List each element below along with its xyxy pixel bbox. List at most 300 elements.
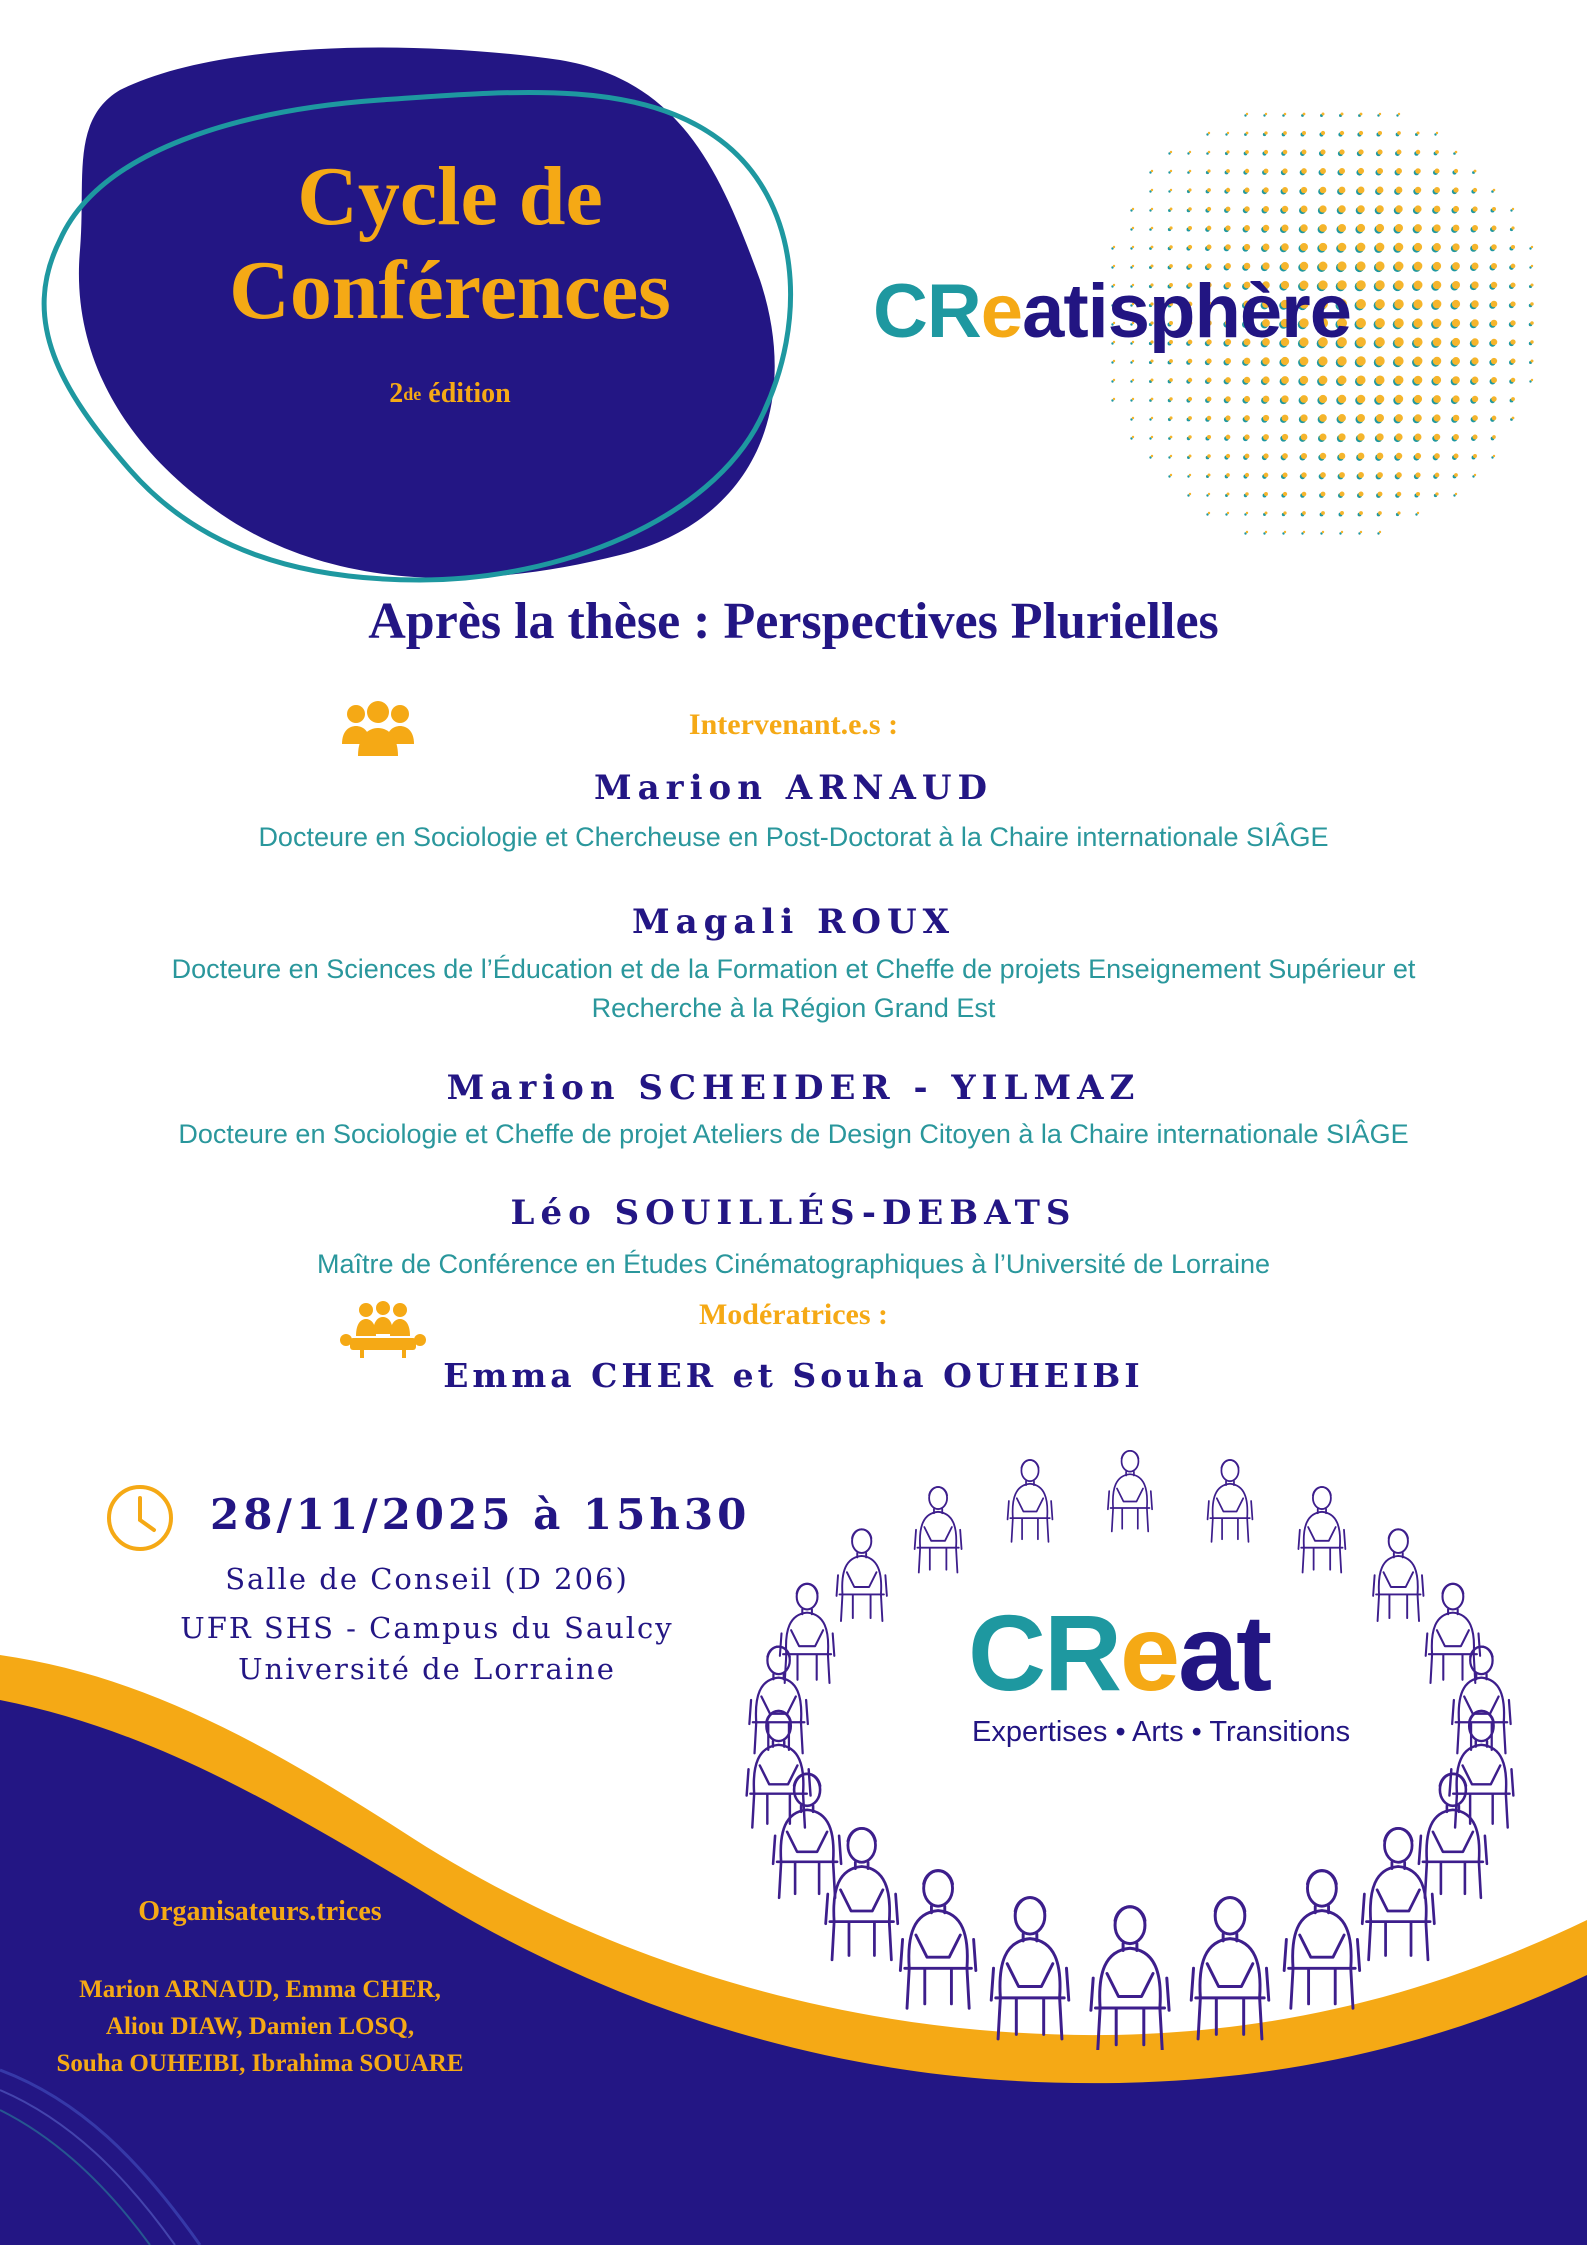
sphere-dot — [1356, 280, 1366, 290]
venue-line: Salle de Conseil (D 206) — [225, 1562, 629, 1596]
sphere-dot — [1356, 375, 1365, 384]
sphere-dot — [1531, 360, 1534, 363]
sphere-dot — [1491, 282, 1497, 288]
sphere-dot — [1474, 474, 1476, 476]
sphere-dot — [1301, 453, 1307, 459]
sphere-dot — [1375, 261, 1384, 270]
sphere-dot — [1207, 169, 1210, 172]
sphere-dot — [1396, 472, 1402, 478]
speaker-role: Docteure en Sociologie et Cheffe de projet Ateliers de Design Citoyen à la Chaire internationale SIÂGE — [178, 1119, 1409, 1149]
sphere-dot — [1300, 357, 1309, 366]
venue-line: Université de Lorraine — [238, 1652, 616, 1686]
sphere-dot — [1132, 227, 1134, 229]
sphere-dot — [1170, 474, 1172, 476]
sphere-dot — [1394, 337, 1403, 346]
sphere-dot — [1300, 414, 1307, 421]
sphere-dot — [1170, 151, 1172, 153]
sphere-dot — [1263, 434, 1269, 440]
sphere-dot — [1226, 435, 1231, 440]
speaker-role: Docteure en Sciences de l’Éducation et de la Formation et Cheffe de projets Enseignement Supérieur et — [171, 954, 1416, 984]
sphere-dot — [1471, 262, 1478, 269]
sphere-dot — [1414, 376, 1423, 385]
sphere-dot — [1281, 224, 1288, 231]
sphere-dot — [1338, 414, 1346, 422]
sphere-dot — [1510, 358, 1515, 363]
sphere-dot — [1395, 433, 1402, 440]
sphere-dot — [1375, 337, 1385, 347]
sphere-dot — [1436, 132, 1438, 134]
sphere-dot — [1132, 208, 1134, 210]
seated-person — [1091, 1907, 1169, 2050]
sphere-dot — [1263, 244, 1270, 251]
speaker-name: Magali ROUX — [631, 902, 956, 942]
sphere-dot — [1244, 225, 1250, 231]
sphere-dot — [1207, 397, 1212, 402]
sphere-dot — [1227, 512, 1229, 514]
sphere-dot — [1356, 261, 1365, 270]
sphere-dot — [1340, 511, 1344, 515]
creat-logo-part-3: at — [1178, 1592, 1271, 1713]
sphere-dot — [1226, 188, 1230, 192]
sphere-dot — [1245, 473, 1249, 477]
sphere-dot — [1434, 168, 1439, 173]
sphere-dot — [1320, 149, 1325, 154]
sphere-dot — [1531, 265, 1533, 267]
speaker-name: Marion SCHEIDER - YILMAZ — [446, 1068, 1141, 1108]
sphere-dot — [1433, 395, 1441, 403]
sphere-dot — [1188, 226, 1192, 230]
sphere-dot — [1357, 205, 1365, 213]
sphere-dot — [1113, 265, 1115, 267]
sphere-dot — [1530, 283, 1533, 286]
sphere-dot — [1283, 511, 1286, 514]
seated-person — [1298, 1487, 1345, 1573]
sphere-dot — [1132, 398, 1134, 400]
sphere-dot — [1358, 168, 1364, 174]
sphere-dot — [1433, 338, 1442, 347]
sphere-dot — [1491, 396, 1496, 401]
sphere-dot — [1225, 377, 1231, 383]
sphere-dot — [1226, 473, 1230, 477]
sphere-dot — [1225, 244, 1231, 250]
sphere-dot — [1375, 375, 1384, 384]
logo-part-1: CR — [873, 269, 981, 354]
sphere-dot — [1282, 415, 1289, 422]
sphere-dot — [1531, 379, 1533, 381]
sphere-dot — [1263, 396, 1270, 403]
sphere-dot — [1357, 433, 1364, 440]
sphere-dot — [1491, 263, 1497, 269]
sphere-dot — [1340, 131, 1344, 135]
sphere-dot — [1358, 187, 1365, 194]
sphere-dot — [1414, 205, 1421, 212]
sphere-dot — [1377, 472, 1383, 478]
sphere-dot — [1246, 531, 1248, 533]
sphere-dot — [1319, 376, 1328, 385]
venue-line: UFR SHS - Campus du Saulcy — [180, 1611, 674, 1645]
sphere-dot — [1170, 189, 1172, 191]
creat-tagline: Expertises • Arts • Transitions — [972, 1716, 1351, 1748]
sphere-dot — [1340, 492, 1345, 497]
sphere-dot — [1453, 206, 1459, 212]
sphere-dot — [1321, 511, 1325, 515]
sphere-dot — [1471, 357, 1478, 364]
sphere-dot — [1453, 434, 1459, 440]
sphere-dot — [1452, 395, 1459, 402]
sphere-dot — [1170, 436, 1173, 439]
sphere-dot — [1510, 339, 1515, 344]
sphere-dot — [1339, 168, 1345, 174]
sphere-dot — [1452, 281, 1460, 289]
sphere-dot — [1398, 113, 1400, 115]
sphere-dot — [1492, 226, 1497, 231]
sphere-dot — [1189, 170, 1192, 173]
speaker-name: Marion ARNAUD — [594, 768, 993, 808]
sphere-dot — [1435, 150, 1439, 154]
sphere-dot — [1413, 299, 1422, 308]
sphere-dot — [1471, 300, 1478, 307]
logo-part-3: atisphère — [1022, 269, 1351, 354]
sphere-dot — [1530, 340, 1533, 343]
sphere-dot — [1264, 150, 1268, 154]
sphere-dot — [1169, 378, 1173, 382]
sphere-dot — [1433, 224, 1440, 231]
sphere-dot — [1207, 207, 1211, 211]
sphere-dot — [1301, 472, 1306, 477]
sphere-dot — [1339, 149, 1344, 154]
sphere-dot — [1359, 511, 1363, 515]
sphere-dot — [1414, 395, 1422, 403]
sphere-dot — [1359, 131, 1363, 135]
sphere-dot — [1303, 113, 1306, 116]
sphere-dot — [1417, 512, 1419, 514]
sphere-dot — [1244, 415, 1250, 421]
sphere-dot — [1376, 433, 1383, 440]
sphere-dot — [1300, 395, 1308, 403]
sphere-dot — [1396, 168, 1402, 174]
sphere-dot — [1264, 131, 1267, 134]
sphere-dot — [1472, 415, 1478, 421]
sphere-dot — [1301, 434, 1308, 441]
sphere-dot — [1337, 356, 1346, 365]
sphere-dot — [1375, 299, 1385, 309]
sphere-dot — [1151, 455, 1153, 457]
sphere-dot — [1395, 243, 1404, 252]
sphere-dot — [1282, 187, 1288, 193]
sphere-dot — [1415, 168, 1421, 174]
sphere-dot — [1245, 454, 1250, 459]
sphere-dot — [1472, 206, 1477, 211]
sphere-dot — [1433, 414, 1440, 421]
sphere-dot — [1244, 434, 1249, 439]
sphere-dot — [1397, 511, 1400, 514]
sphere-dot — [1338, 376, 1347, 385]
sphere-dot — [1319, 224, 1327, 232]
sphere-dot — [1376, 243, 1385, 252]
sphere-dot — [1244, 358, 1251, 365]
sphere-dot — [1283, 131, 1287, 135]
sphere-dot — [1471, 338, 1478, 345]
logo-part-2: e — [980, 269, 1023, 354]
sphere-dot — [1244, 244, 1250, 250]
seated-person — [749, 1647, 807, 1754]
sphere-dot — [1376, 205, 1384, 213]
sphere-dot — [1396, 453, 1402, 459]
sphere-dot — [1511, 397, 1515, 401]
seated-person — [1373, 1529, 1423, 1621]
sphere-dot — [1263, 225, 1269, 231]
sphere-dot — [1113, 360, 1115, 362]
sphere-dot — [1132, 360, 1134, 362]
sphere-dot — [1227, 132, 1229, 134]
sphere-dot — [1360, 113, 1363, 116]
sphere-dot — [1433, 281, 1442, 290]
sphere-dot — [1397, 131, 1401, 135]
sphere-dot — [1357, 395, 1366, 404]
seated-person — [1108, 1451, 1152, 1532]
sphere-dot — [1415, 472, 1420, 477]
sphere-dot — [1282, 168, 1287, 173]
sphere-dot — [1376, 224, 1384, 232]
sphere-dot — [1151, 208, 1153, 210]
sphere-dot — [1472, 396, 1478, 402]
sphere-dot — [1262, 357, 1269, 364]
sphere-dot — [1188, 435, 1191, 438]
sphere-dot — [1452, 262, 1460, 270]
sphere-dot — [1472, 377, 1479, 384]
sphere-dot — [1284, 113, 1287, 116]
seated-person — [900, 1871, 975, 2009]
sphere-dot — [1226, 169, 1230, 173]
sphere-dot — [1338, 224, 1346, 232]
sphere-dot — [1321, 131, 1325, 135]
sphere-dot — [1301, 187, 1307, 193]
sphere-dot — [1454, 454, 1459, 459]
seated-person — [1008, 1460, 1053, 1542]
moderators-label: Modératrices : — [698, 1298, 889, 1331]
speaker-role: Recherche à la Région Grand Est — [591, 993, 996, 1023]
sphere-dot — [1244, 206, 1249, 211]
sphere-dot — [1454, 473, 1458, 477]
sphere-dot — [1433, 243, 1441, 251]
sphere-dot — [1132, 246, 1134, 248]
sphere-dot — [1188, 416, 1192, 420]
edition-word: édition — [428, 378, 511, 409]
sphere-dot — [1434, 453, 1440, 459]
sphere-dot — [1416, 150, 1421, 155]
sphere-dot — [1433, 262, 1441, 270]
sphere-dot — [1357, 243, 1366, 252]
sphere-dot — [1320, 453, 1326, 459]
sphere-dot — [1226, 207, 1231, 212]
creat-logo — [968, 1590, 1270, 1715]
sphere-dot — [1320, 187, 1327, 194]
sphere-dot — [1452, 300, 1460, 308]
sphere-dot — [1435, 473, 1440, 478]
sphere-dot — [1530, 321, 1534, 325]
sphere-dot — [1397, 492, 1402, 497]
sphere-dot — [1226, 454, 1230, 458]
sphere-dot — [1414, 414, 1422, 422]
sphere-dot — [1433, 357, 1441, 365]
sphere-dot — [1473, 454, 1477, 458]
sphere-dot — [1375, 318, 1385, 328]
sphere-dot — [1263, 187, 1268, 192]
sphere-dot — [1377, 187, 1384, 194]
speaker-role: Docteure en Sociologie et Chercheuse en Post-Doctorat à la Chaire internationale SIÂGE — [258, 822, 1329, 852]
sphere-dot — [1394, 356, 1403, 365]
organisers-title: Organisateurs.trices — [138, 1896, 382, 1927]
sphere-dot — [1379, 531, 1381, 533]
sphere-dot — [1244, 377, 1251, 384]
sphere-dot — [1512, 417, 1515, 420]
sphere-dot — [1414, 262, 1423, 271]
sphere-dot — [1338, 395, 1346, 403]
sphere-dot — [1356, 299, 1366, 309]
sphere-dot — [1113, 246, 1115, 248]
sphere-dot — [1188, 359, 1193, 364]
sphere-dot — [1281, 376, 1289, 384]
sphere-dot — [1375, 356, 1384, 365]
sphere-dot — [1452, 338, 1460, 346]
sphere-dot — [1357, 414, 1365, 422]
sphere-dot — [1265, 512, 1268, 515]
sphere-dot — [1356, 337, 1366, 347]
sphere-dot — [1510, 320, 1515, 325]
sphere-dot — [1434, 206, 1441, 213]
sphere-dot — [1511, 378, 1516, 383]
sphere-dot — [1492, 416, 1497, 421]
sphere-dot — [1246, 512, 1248, 514]
sphere-dot — [1491, 377, 1497, 383]
sphere-dot — [1169, 397, 1172, 400]
sphere-dot — [1472, 225, 1478, 231]
sphere-dot — [1264, 169, 1269, 174]
sphere-dot — [1300, 243, 1308, 251]
sphere-dot — [1473, 435, 1478, 440]
sphere-dot — [1414, 224, 1422, 232]
sphere-dot — [1378, 492, 1383, 497]
sphere-dot — [1356, 356, 1365, 365]
sphere-dot — [1452, 376, 1460, 384]
organisers-line: Aliou DIAW, Damien LOSQ, — [105, 2013, 415, 2040]
sphere-dot — [1302, 150, 1307, 155]
sphere-dot — [1510, 301, 1515, 306]
sphere-dot — [1395, 205, 1402, 212]
edition-number: 2 — [389, 378, 404, 409]
sphere-dot — [1319, 395, 1327, 403]
sphere-dot — [1320, 472, 1326, 478]
sphere-dot — [1512, 208, 1514, 210]
sphere-dot — [1433, 376, 1441, 384]
sphere-dot — [1394, 318, 1404, 328]
sphere-dot — [1359, 492, 1364, 497]
sphere-dot — [1245, 169, 1249, 173]
seated-person — [1419, 1774, 1487, 1898]
sphere-dot — [1376, 395, 1385, 404]
sphere-dot — [1208, 151, 1211, 154]
sphere-dot — [1358, 472, 1364, 478]
sphere-dot — [1394, 280, 1403, 289]
sphere-dot — [1358, 453, 1365, 460]
seated-person — [1284, 1871, 1359, 2009]
seated-person — [826, 1828, 898, 1959]
sphere-dot — [1455, 493, 1457, 495]
sphere-dot — [1433, 319, 1442, 328]
speakers-label: Intervenant.e.s : — [688, 708, 899, 741]
sphere-dot — [1452, 357, 1460, 365]
sphere-dot — [1169, 226, 1172, 229]
sphere-dot — [1170, 208, 1173, 211]
sphere-dot — [1265, 113, 1267, 115]
sphere-dot — [1319, 433, 1326, 440]
sphere-dot — [1282, 434, 1288, 440]
seated-person — [1362, 1828, 1434, 1959]
sphere-dot — [1151, 417, 1153, 419]
sphere-dot — [1455, 151, 1458, 154]
sphere-dot — [1452, 243, 1459, 250]
sphere-dot — [1395, 395, 1403, 403]
edition-suffix: de — [403, 384, 422, 404]
creat-logo-part-1: CR — [968, 1592, 1120, 1713]
speaker-name: Léo SOUILLÉS-DEBATS — [510, 1193, 1077, 1233]
sphere-dot — [1322, 531, 1324, 533]
sphere-dot — [1207, 226, 1212, 231]
sphere-dot — [1377, 149, 1382, 154]
speaker-role: Maître de Conférence en Études Cinématographiques à l’Université de Lorraine — [316, 1249, 1271, 1279]
sphere-dot — [1414, 243, 1422, 251]
sphere-dot — [1207, 454, 1211, 458]
cycle-title-line-2: Conférences — [229, 244, 671, 338]
edition-label — [150, 378, 750, 410]
sphere-dot — [1395, 224, 1403, 232]
sphere-dot — [1415, 187, 1421, 193]
sphere-dot — [1377, 453, 1384, 460]
sphere-dot — [1226, 150, 1229, 153]
sphere-dot — [1397, 150, 1402, 155]
sphere-dot — [1263, 415, 1269, 421]
sphere-dot — [1319, 205, 1326, 212]
sphere-dot — [1357, 224, 1365, 232]
sphere-dot — [1395, 414, 1403, 422]
sphere-dot — [1471, 319, 1479, 327]
sphere-dot — [1303, 531, 1305, 533]
sphere-dot — [1492, 207, 1496, 211]
sphere-dot — [1416, 131, 1419, 134]
sphere-dot — [1434, 187, 1440, 193]
sphere-dot — [1415, 453, 1421, 459]
sphere-dot — [1302, 511, 1306, 515]
sphere-dot — [1416, 492, 1420, 496]
sphere-dot — [1319, 243, 1327, 251]
sphere-dot — [1245, 188, 1250, 193]
sphere-dot — [1395, 262, 1404, 271]
sphere-dot — [1510, 282, 1515, 287]
sphere-dot — [1435, 492, 1438, 495]
sphere-dot — [1360, 531, 1362, 533]
sphere-dot — [1169, 245, 1173, 249]
seated-person — [1191, 1898, 1269, 2039]
sphere-dot — [1246, 113, 1248, 115]
sphere-dot — [1227, 493, 1230, 496]
sphere-dot — [1206, 358, 1211, 363]
sphere-dot — [1150, 359, 1153, 362]
sphere-dot — [1188, 188, 1191, 191]
sphere-dot — [1281, 243, 1288, 250]
page-subtitle: Après la thèse : Perspectives Plurielles — [368, 593, 1219, 650]
sphere-dot — [1300, 376, 1308, 384]
sphere-dot — [1225, 358, 1231, 364]
